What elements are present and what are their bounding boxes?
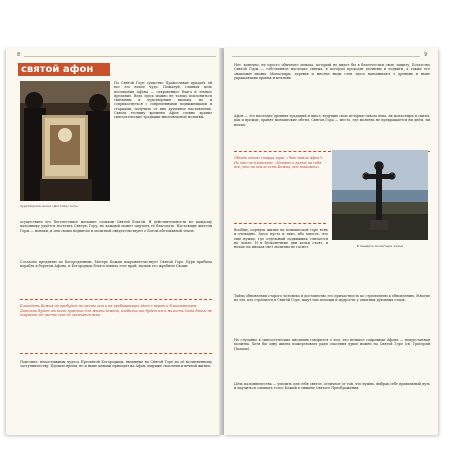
right-paragraph-two: Афон — это наследие древних традиций и школ, ведущих свою историю сквозь века, их монастыри и скиты, как и прежде, хранят монашеские обеты. Святая Гора — место, где молитва не прекращается ни днём, ни ночью. (234, 114, 430, 127)
monks-with-icon-photo (20, 81, 110, 201)
paragraph-tail: Согласно преданию по Богородичным, Матерь Божия покровительствует Святой Горе. Буря прибила корабль к берегам Афона, и Богородица благословила этот край, назвав его жребием Своим. (20, 260, 212, 269)
theotokos-quote: Благодать Божия да пребудет на месте сем и на пребывающих здесь с верою и благоговением. Довольно будет им всего нужного для жизни земной, изобилие же будет им и милость Сына Моего не оскудеет от места сего до скончания века. (20, 304, 212, 318)
right-quote-bottom-rule (234, 223, 326, 224)
right-page-number: 9 (424, 52, 428, 58)
paragraph-main: осуществить его богочестивое желание словами Святой Благой. В действительности не каждому паломнику удаётся посетить Святую Гору, но каждый может ощутить её благодать. Настоящие жители Горы — монахи, и они своим подвигом и молитвой свидетельствуют о Богом обетованной земле. (20, 220, 212, 233)
right-paragraph-three: Вообще, порядок жизни на монашеской горе ясно и очевидно. Здесь пусто и тихо, ибо многое, что ещё нужно, где отдельный подвижник считается на земле. И в бесконечные дни кельи стоят, и ночью на иноках свет молитвы не гаснет. (234, 228, 328, 250)
cross-photo-caption: В пещёрке монастыря жизни (356, 244, 404, 248)
left-page-number: 8 (17, 52, 21, 58)
paragraph-bottom: Поистине, непостижимы чудеса Пресвятой Богородицы, явленные на Святой Горе по её молитвенному заступничеству. Прошло время, но и ныне монахи приходят на Афон, ищущие спасения и вечной жизни. (20, 360, 212, 369)
iron-cross-image (332, 150, 428, 240)
right-paragraph-five: Не случайно в святоотеческих писаниях говорится о том, что великое сокровище Афона — непрестанная молитва. Хотя бы одну жизнь пожертвовать ради спасения души можно на Святой Горе (св. Григорий Палама). (234, 338, 430, 351)
section-title-banner (18, 63, 110, 76)
paragraph-top: По Святой Горе существо Православие придаёт ей вот это некое чудо. Пожалуй, главная цель посещения Афона — откровенное благо и земное предание. Ведь здесь можно не только поклониться святыням и чудотворным иконам, но и соприкоснуться с современными подвижниками и старцами, получить от них душевное наставление. Сквозь теснину времени Афон словно хранит святоотеческие традиции многовековой молитвы. (114, 81, 212, 120)
photo-caption: Чудотворная икона «Достойно есть» (20, 204, 79, 208)
right-paragraph-four: Тайна обновления старого человека и достоинство его причастность ко стремлению к обновлению. Многие из тех, кто стремится к Святой Горе, ищут там помощи и мудрости у опытных духовных отцов. (234, 294, 430, 303)
right-page (224, 48, 438, 435)
cross-photo (332, 150, 428, 240)
quote-bottom-rule (20, 353, 212, 354)
elder-quote: Обходи одною старца горы: «Что такое Афон?» Не что не плотскою: «Понять и взять на себя всё, что на земле есть Божие, всё знакомых». (234, 156, 324, 170)
quote-top-rule (20, 299, 212, 300)
right-header-rule (232, 56, 420, 57)
left-header-rule (24, 56, 216, 57)
section-title: святой афон (21, 64, 94, 75)
right-paragraph-six: Цель паломничества — умолить для себя святое, отличное от той, что нужно, выбрав себе правильный путь и научиться слышать голос Божий в тишине Святого Преображения. (234, 382, 430, 391)
right-paragraph-top: Нет, конечно, не просто обычного монаха, который не видел бы в благочестии свою защиту. Богатство Святой Горы — собственное наследие святых, в котором проходят молитвы и подвиги, а также его знакомые иконы. Монастыри, деревья и многие виды стен здесь напоминают о древних и ныне украшающих храмах и келлиях. (234, 63, 430, 80)
left-page (6, 48, 222, 435)
monks-with-icon-image (20, 81, 110, 201)
